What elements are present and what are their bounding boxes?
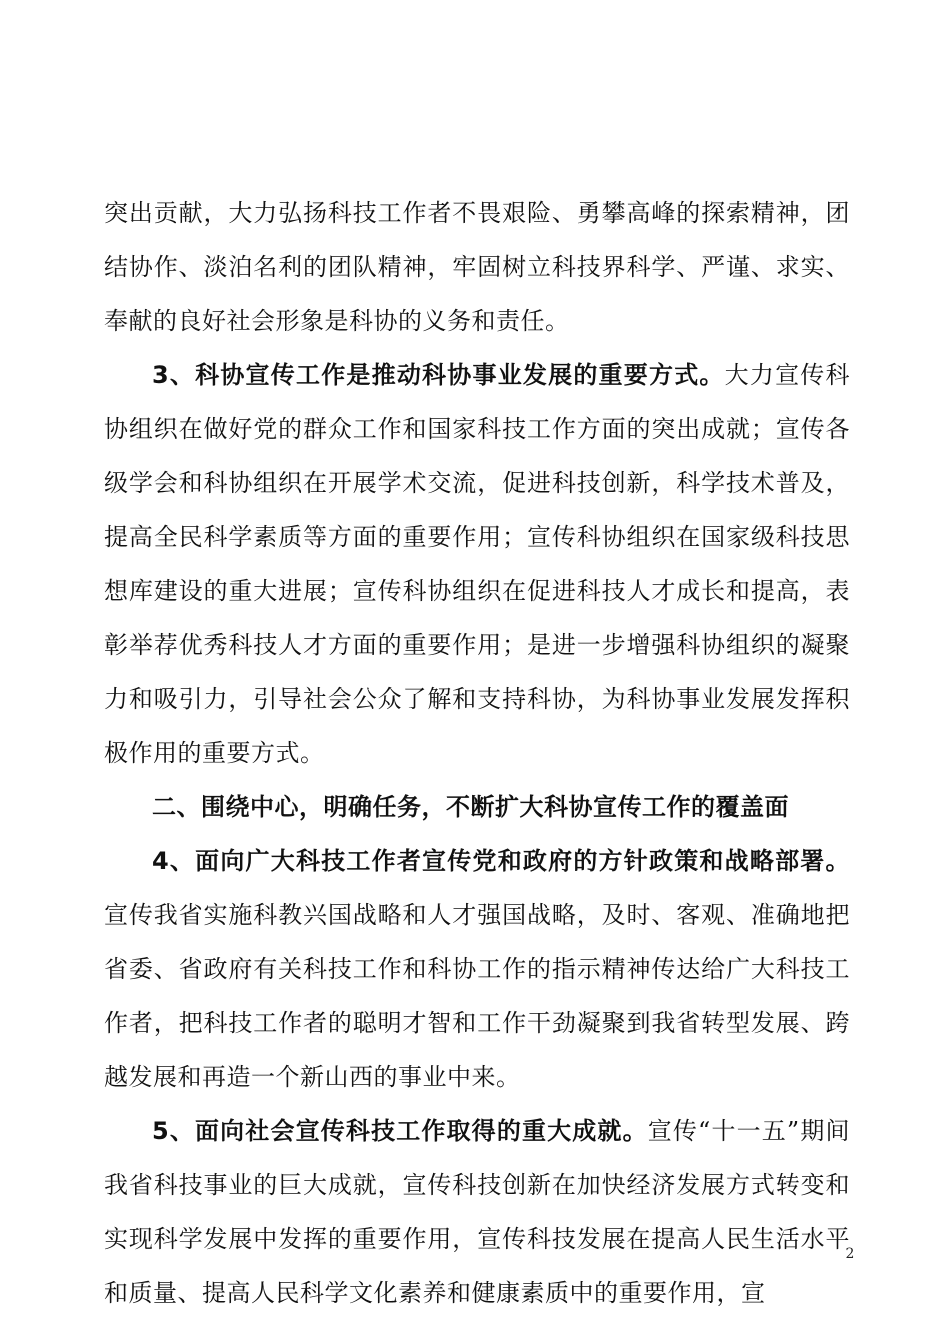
body-text <box>104 186 850 1320</box>
paragraph-lead: 4、面向广大科技工作者宣传党和政府的方针政策和战略部署。 <box>152 847 850 875</box>
paragraph-text: 宣传我省实施科教兴国战略和人才强国战略，及时、客观、准确地把省委、省政府有关科技工作和科协工作的指示精神传达给广大科技工作者，把科技工作者的聪明才智和工作干劲凝聚到我省转型发展、跨越发展和再造一个新山西的事业中来。 <box>104 901 850 1091</box>
paragraph-lead: 3、科协宣传工作是推动科协事业发展的重要方式。 <box>152 361 725 389</box>
paragraph-text: 宣传“十一五”期间我省科技事业的巨大成就，宣传科技创新在加快经济发展方式转变和实现科学发展中发挥的重要作用，宣传科技发展在提高人民生活水平和质量、提高人民科学文化素养和健康素质中的重要作用，宣 <box>104 1117 850 1307</box>
paragraph-text: 突出贡献，大力弘扬科技工作者不畏艰险、勇攀高峰的探索精神，团结协作、淡泊名利的团队精神，牢固树立科技界科学、严谨、求实、奉献的良好社会形象是科协的义务和责任。 <box>104 199 850 335</box>
page-number: 2 <box>845 1246 855 1262</box>
paragraph-item-3 <box>104 348 850 780</box>
paragraph-item-4 <box>104 834 850 1104</box>
paragraph-lead: 5、面向社会宣传科技工作取得的重大成就。 <box>152 1117 648 1145</box>
paragraph-continuation <box>104 186 850 348</box>
paragraph-text: 大力宣传科协组织在做好党的群众工作和国家科技工作方面的突出成就；宣传各级学会和科协组织在开展学术交流，促进科技创新，科学技术普及，提高全民科学素质等方面的重要作用；宣传科协组织在国家级科技思想库建设的重大进展；宣传科协组织在促进科技人才成长和提高，表彰举荐优秀科技人才方面的重要作用；是进一步增强科协组织的凝聚力和吸引力，引导社会公众了解和支持科协，为科协事业发展发挥积极作用的重要方式。 <box>104 361 850 767</box>
section-heading: 二、围绕中心，明确任务，不断扩大科协宣传工作的覆盖面 <box>152 793 789 821</box>
paragraph-item-5 <box>104 1104 850 1320</box>
